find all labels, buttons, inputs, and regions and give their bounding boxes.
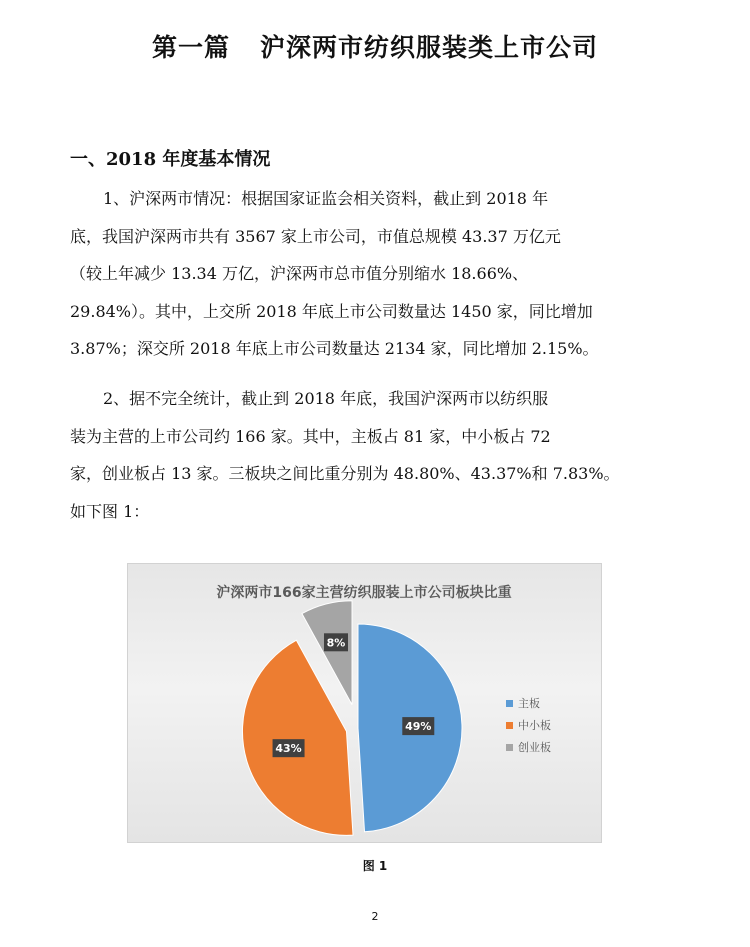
legend-label: 中小板 [518, 719, 551, 732]
page-number: 2 [371, 910, 379, 923]
part-heading: 第一篇 [151, 33, 230, 62]
figure-caption: 图 1 [362, 859, 388, 873]
part-title: 沪深两市纺织服装类上市公司 [260, 33, 599, 62]
paragraph-2 [70, 380, 658, 530]
paragraph-line: 底，我国沪深两市共有 3567 家上市公司，市值总规模 43.37 万亿元 [70, 226, 561, 246]
legend-label: 主板 [518, 697, 540, 710]
paragraph-line: 如下图 1： [70, 501, 150, 521]
paragraph-line: 3.87%；深交所 2018 年底上市公司数量达 2134 家，同比增加 2.15%。 [70, 339, 599, 358]
paragraph-line: 家，创业板占 13 家。三板块之间比重分别为 48.80%、43.37%和 7.83%。 [70, 464, 620, 483]
page-title [0, 28, 750, 64]
legend-swatch [506, 744, 513, 751]
paragraph-line: 29.84%）。其中，上交所 2018 年底上市公司数量达 1450 家，同比增加 [70, 301, 593, 321]
legend-swatch [506, 722, 513, 729]
data-label: 49% [405, 720, 432, 734]
data-label: 8% [326, 636, 346, 650]
data-label: 43% [275, 742, 302, 756]
pie-chart-svg [128, 564, 601, 842]
paragraph-line: 2、据不完全统计，截止到 2018 年底，我国沪深两市以纺织服 [103, 389, 549, 408]
chart-title: 沪深两市166家主营纺织服装上市公司板块比重 [216, 585, 512, 601]
paragraph-line: 1、沪深两市情况：根据国家证监会相关资料，截止到 2018 年 [103, 189, 549, 208]
pie-chart [127, 563, 602, 843]
legend-swatch [506, 700, 513, 707]
paragraph-line: 装为主营的上市公司约 166 家。其中，主板占 81 家，中小板占 72 [70, 426, 551, 446]
paragraph-line: （较上年减少 13.34 万亿，沪深两市总市值分别缩水 18.66%、 [70, 264, 529, 283]
legend-label: 创业板 [518, 741, 551, 754]
paragraph-1 [70, 180, 658, 368]
section-title: 一、2018 年度基本情况 [70, 149, 271, 170]
